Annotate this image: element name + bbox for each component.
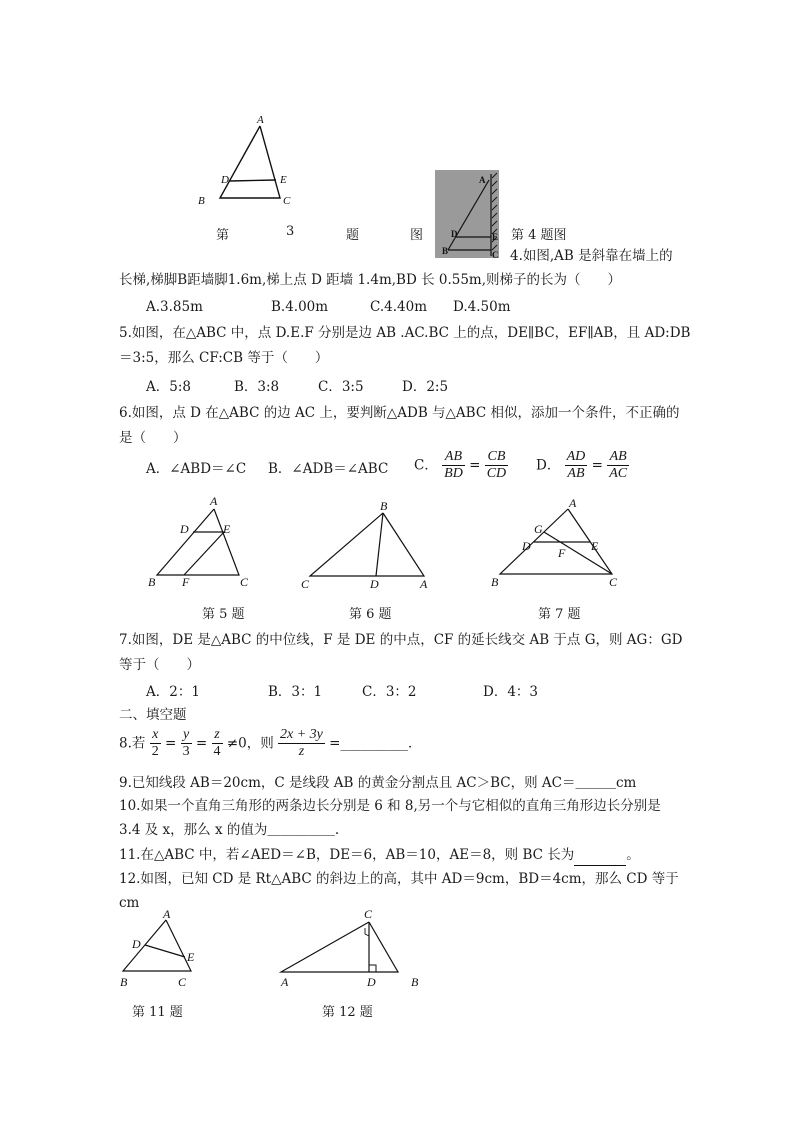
fig12-label-d: D [367, 975, 376, 989]
fig7-label-c: C [609, 575, 618, 589]
q11-line: 11.在△ABC 中，若∠AED＝∠B，DE＝6，AB＝10，AE＝8，则 BC 长为 。 [119, 845, 640, 866]
fig4-label-c: C [492, 250, 499, 260]
fig5-label-a: A [210, 494, 218, 508]
fig5-label-b: B [148, 575, 156, 589]
fig11-label-a: A [163, 907, 171, 921]
q6-line2: 是（ ） [119, 430, 187, 446]
fig7-label-f: F [558, 546, 566, 560]
fig6-label-a: A [420, 577, 428, 591]
q12-line2: cm [119, 895, 140, 911]
fig6-label-d: D [370, 577, 379, 591]
q11-answer-blank [574, 845, 626, 866]
fig4-caption: 第 4 题图 [511, 228, 567, 243]
figure-3-triangle [190, 112, 300, 212]
fig4-label-e: E [492, 232, 499, 242]
fig3-label-c: C [283, 195, 291, 207]
figure-6-triangle [296, 497, 441, 592]
fig6-label-c: C [301, 577, 310, 591]
fig3-label-e: E [280, 174, 287, 186]
fig7-label-a: A [569, 496, 577, 510]
q4-line2: 长梯,梯脚B距墙脚1.6m,梯上点 D 距墙 1.4m,BD 长 0.55m,则梯子的长为（ ） [119, 272, 622, 288]
figure-4-ladder [435, 170, 501, 262]
fig11-caption: 第 11 题 [132, 1005, 183, 1020]
fig6-caption: 第 6 题 [349, 607, 392, 622]
fig3-label-d: D [221, 174, 229, 186]
fig4-label-a: A [479, 175, 486, 185]
section-heading-fill-blank: 二、填空题 [119, 707, 187, 723]
fig7-label-b: B [491, 575, 499, 589]
q8-line: 8.若 $\frac{x}{2}$ = $\frac{y}{3}$ = $\frac{z}{4}$ ≠0，则 $\frac{2x + 3y}{z}$ =__________． [119, 727, 422, 759]
fig12-label-a: A [281, 975, 289, 989]
fig11-label-d: D [132, 937, 141, 951]
fig4-label-d: D [451, 229, 458, 239]
figure-5-triangle [145, 495, 255, 590]
figure-7-triangle [487, 495, 627, 590]
fig12-label-c: C [364, 907, 373, 921]
figure-11-triangle [115, 907, 205, 987]
fig11-label-b: B [120, 975, 128, 989]
fig5-label-e: E [223, 522, 231, 536]
q9-line: 9.已知线段 AB＝20cm，C 是线段 AB 的黄金分割点且 AC＞BC，则 AC＝＿＿＿cm [119, 775, 637, 791]
q5-line1: 5.如图，在△ABC 中，点 D.E.F 分别是边 AB .AC.BC 上的点，DE∥BC，EF∥AB，且 AD:DB [119, 325, 691, 341]
q4-line1: 4.如图,AB 是斜靠在墙上的 [510, 248, 673, 264]
q7-line1: 7.如图，DE 是△ABC 的中位线，F 是 DE 的中点，CF 的延长线交 AB 于点 G，则 AG：GD [119, 632, 683, 648]
q6-option-b: B．∠ADB＝∠ABC [268, 461, 389, 477]
fig11-label-c: C [178, 975, 187, 989]
fig11-label-e: E [187, 950, 195, 964]
q12-line1: 12.如图，已知 CD 是 Rt△ABC 的斜边上的高，其中 AD＝9cm，BD＝4cm，那么 CD 等于 [119, 871, 679, 887]
fig6-label-b: B [380, 499, 388, 513]
q7-line2: 等于（ ） [119, 657, 200, 673]
fig7-caption: 第 7 题 [538, 607, 581, 622]
figure-12-right-triangle [275, 907, 425, 987]
fig12-caption: 第 12 题 [322, 1005, 373, 1020]
q10-line1: 10.如果一个直角三角形的两条边长分别是 6 和 8,另一个与它相似的直角三角形边长分别是 [119, 798, 661, 814]
fig7-label-d: D [522, 539, 531, 553]
fig7-label-e: E [591, 539, 599, 553]
q6-option-a: A．∠ABD＝∠C [146, 461, 247, 477]
q6-option-c: C． $\frac{AB}{BD}$ = $\frac{CB}{CD}$ [414, 449, 507, 481]
q6-line1: 6.如图，点 D 在△ABC 的边 AC 上，要判断△ADB 与△ABC 相似，添加一个条件，不正确的 [119, 405, 680, 421]
q6-option-d: D． $\frac{AD}{AB}$ = $\frac{AB}{AC}$ [536, 449, 628, 481]
fig5-label-d: D [180, 522, 189, 536]
fig5-label-c: C [240, 575, 249, 589]
fig4-label-b: B [442, 246, 449, 256]
fig3-label-a: A [257, 114, 264, 126]
fig5-caption: 第 5 题 [202, 607, 245, 622]
fig5-label-f: F [182, 575, 190, 589]
fig3-label-b: B [198, 195, 205, 207]
fig12-label-b: B [411, 975, 419, 989]
fig7-label-g: G [534, 522, 543, 536]
q10-line2: 3.4 及 x，那么 x 的值为＿＿＿＿＿. [119, 822, 340, 838]
q5-line2: ＝3:5，那么 CF:CB 等于（ ） [119, 350, 329, 366]
